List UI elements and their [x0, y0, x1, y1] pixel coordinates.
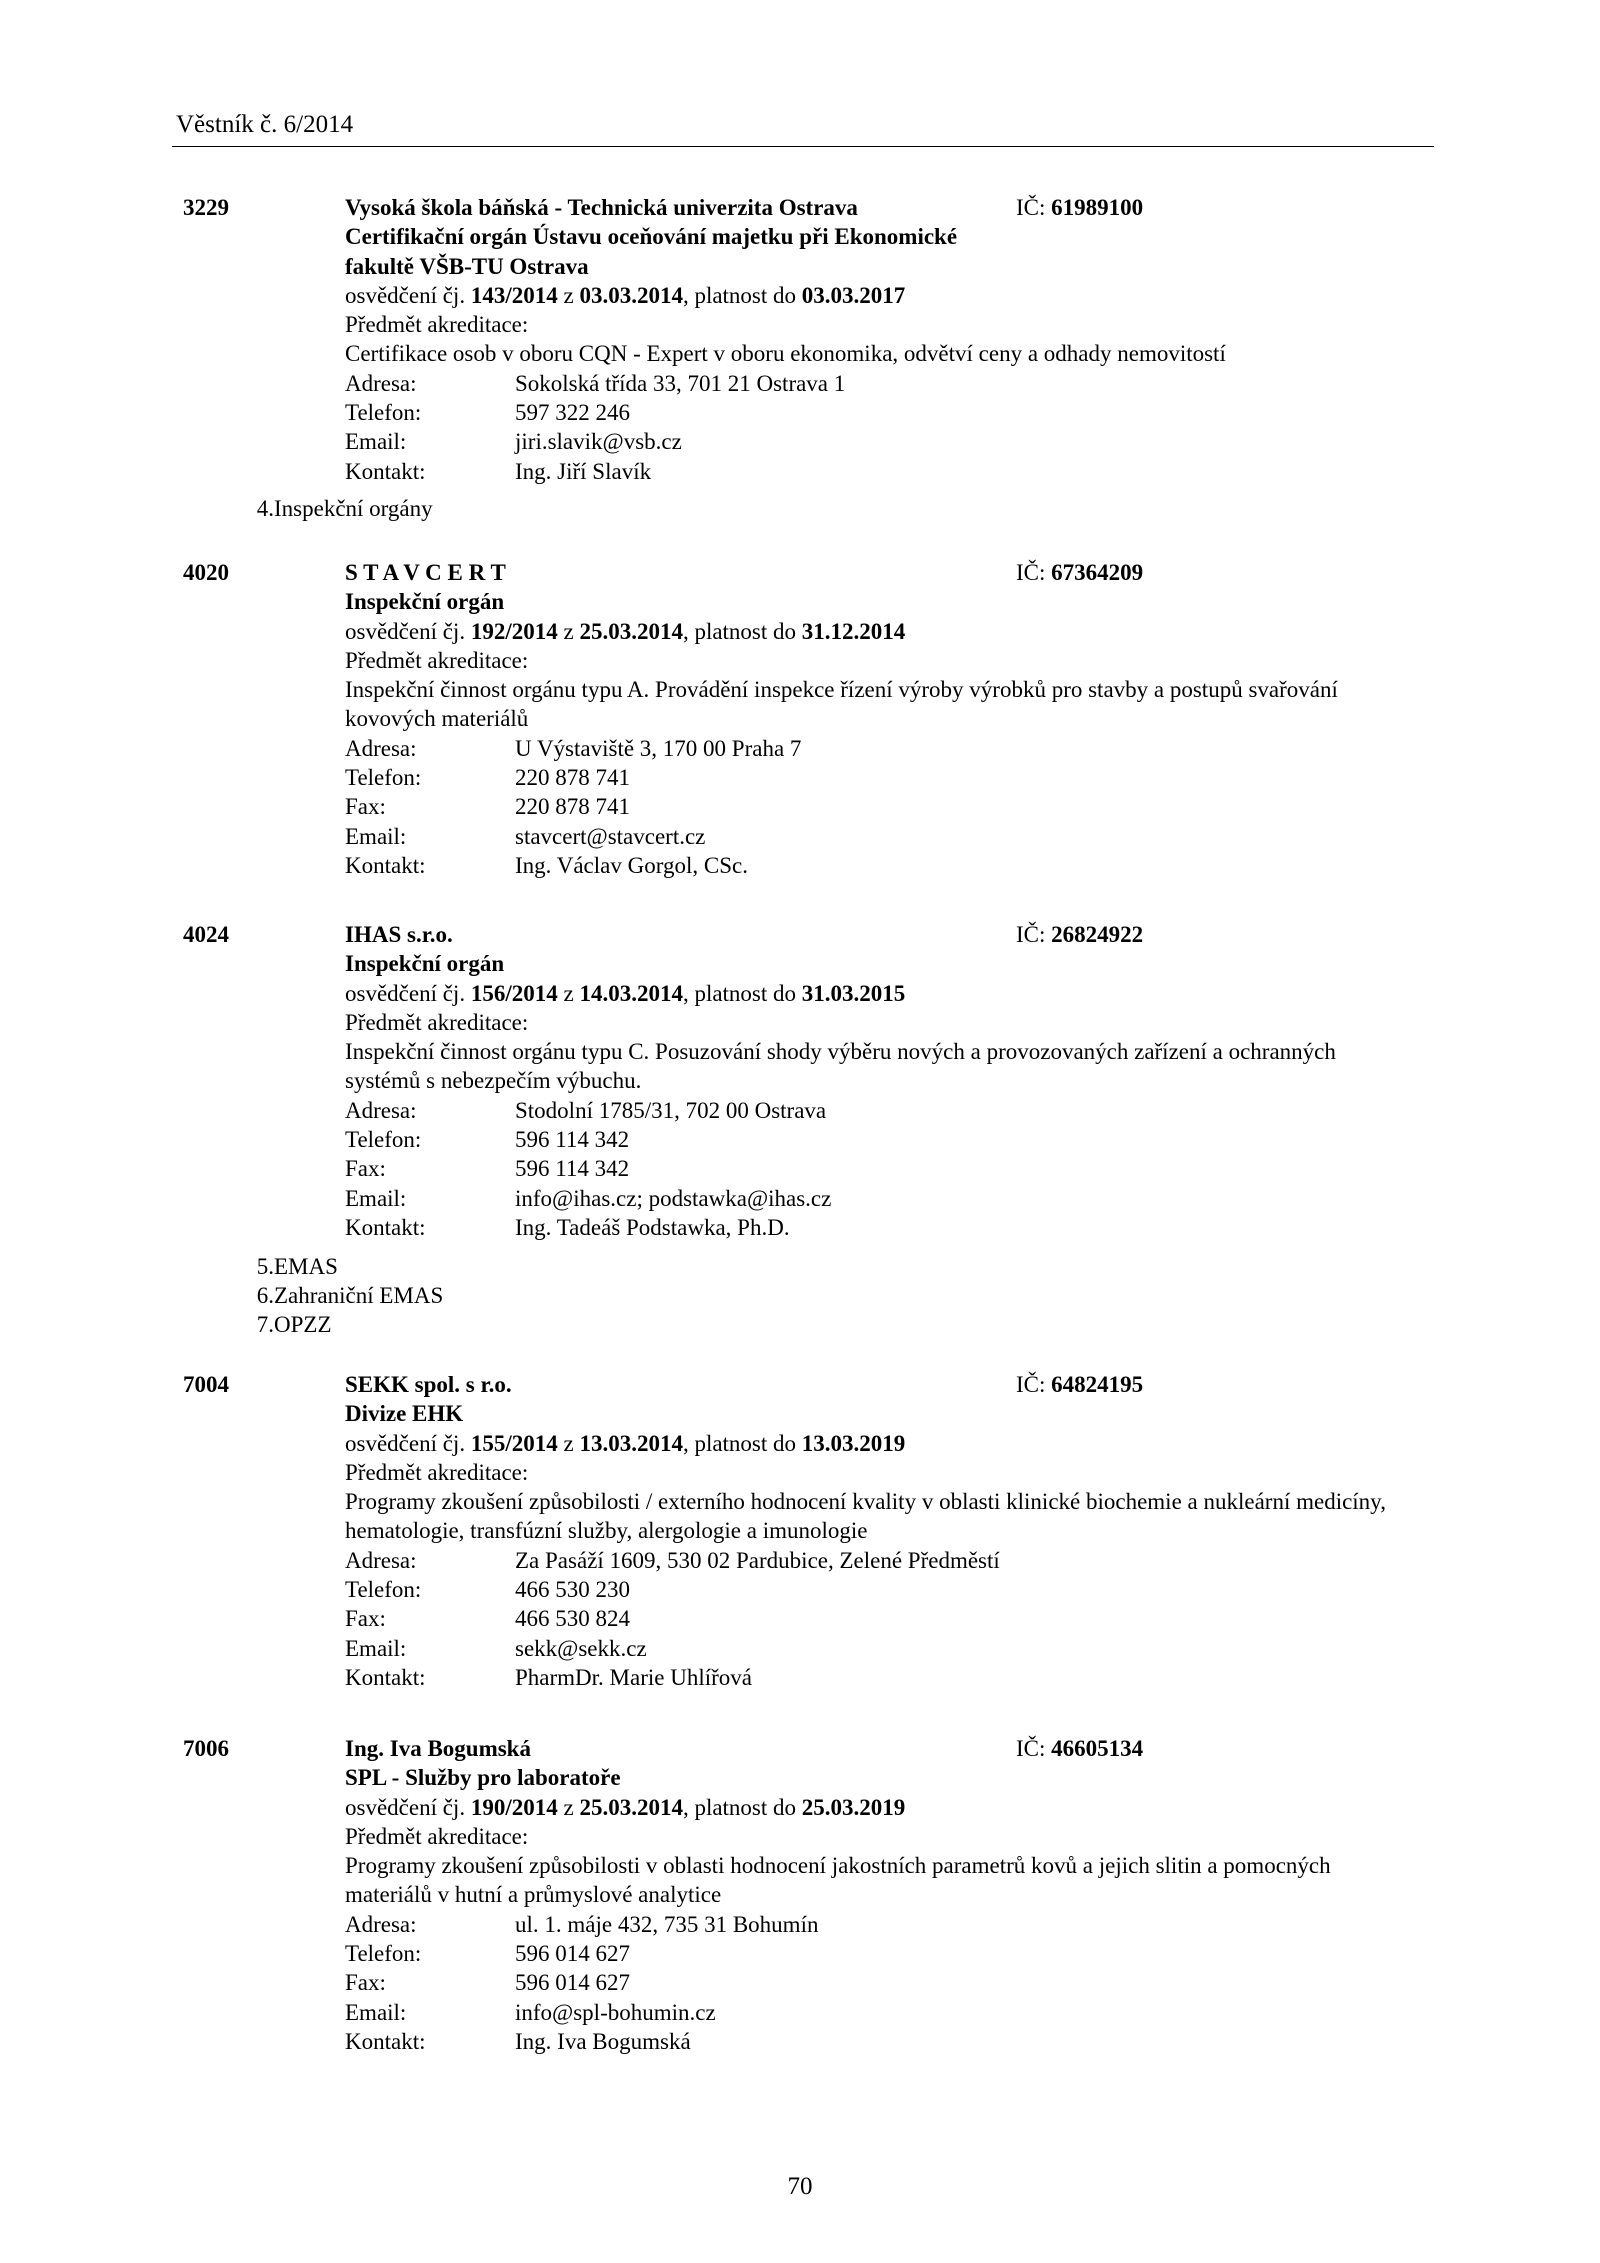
email-row: Email: info@ihas.cz; podstawka@ihas.cz: [345, 1185, 832, 1211]
phone-row: Telefon: 596 014 627: [345, 1941, 630, 1967]
header-rule: [172, 146, 1434, 147]
phone-row: Telefon: 597 322 246: [345, 400, 630, 426]
phone-row: Telefon: 466 530 230: [345, 1577, 630, 1603]
section-heading: 4. Inspekční orgány: [256, 496, 433, 521]
section-heading: 5. EMAS: [256, 1254, 338, 1279]
section-heading: 7. OPZZ: [256, 1312, 332, 1337]
fax-row: Fax: 220 878 741: [345, 794, 630, 820]
address-row: Adresa: Sokolská třída 33, 701 21 Ostrava 1: [345, 370, 846, 396]
entry-certificate: osvědčení čj. 155/2014 z 13.03.2014, platnost do 13.03.2019: [345, 1430, 906, 1456]
subject-label: Předmět akreditace:: [345, 647, 529, 673]
contact-row: Kontakt: Ing. Jiří Slavík: [345, 458, 652, 484]
entry-subject: Inspekční činnost orgánu typu C. Posuzování shody výběru nových a provozovaných zařízení a ochranných systémů s nebezpečím výbuchu.: [345, 1039, 1336, 1094]
entry-name-line: Inspekční orgán: [345, 951, 505, 977]
entry-name-line: SEKK spol. s r.o.: [345, 1372, 512, 1397]
fax-row: Fax: 596 114 342: [345, 1156, 630, 1182]
entry-code: 7006: [183, 1736, 229, 1761]
page-number: 70: [787, 2173, 813, 2200]
phone-row: Telefon: 220 878 741: [345, 765, 630, 791]
entry-code: 4020: [183, 560, 229, 585]
subject-label: Předmět akreditace:: [345, 1009, 529, 1035]
section-heading: 6. Zahraniční EMAS: [256, 1283, 444, 1308]
address-row: Adresa: Za Pasáží 1609, 530 02 Pardubice, Zelené Předměstí: [345, 1547, 1000, 1573]
entry-code: 7004: [183, 1372, 229, 1397]
phone-row: Telefon: 596 114 342: [345, 1127, 630, 1153]
page-header-title: Věstník č. 6/2014: [176, 111, 354, 138]
entry-name-line: fakultě VŠB-TU Ostrava: [345, 253, 589, 279]
fax-row: Fax: 466 530 824: [345, 1606, 630, 1632]
entry-ic: IČ: 46605134: [1016, 1736, 1144, 1761]
entry-subject: Certifikace osob v oboru CQN - Expert v oboru ekonomika, odvětví ceny a odhady nemovitostí: [345, 341, 1226, 367]
subject-label: Předmět akreditace:: [345, 1459, 529, 1485]
entry-ic: IČ: 64824195: [1016, 1372, 1144, 1397]
entry-ic: IČ: 26824922: [1016, 922, 1144, 947]
contact-row: Kontakt: Ing. Iva Bogumská: [345, 2028, 691, 2054]
subject-label: Předmět akreditace:: [345, 312, 529, 338]
entry-code: 4024: [183, 922, 229, 947]
entry-certificate: osvědčení čj. 190/2014 z 25.03.2014, platnost do 25.03.2019: [345, 1794, 906, 1820]
address-row: Adresa: ul. 1. máje 432, 735 31 Bohumín: [345, 1911, 819, 1937]
entry-name-line: Inspekční orgán: [345, 589, 505, 615]
entry-certificate: osvědčení čj. 192/2014 z 25.03.2014, platnost do 31.12.2014: [345, 618, 906, 644]
entry-name-line: S T A V C E R T: [345, 560, 506, 585]
entry-name-line: Vysoká škola báňská - Technická univerzita Ostrava: [345, 195, 858, 220]
email-row: Email: info@spl-bohumin.cz: [345, 1999, 716, 2025]
entry-certificate: osvědčení čj. 156/2014 z 14.03.2014, platnost do 31.03.2015: [345, 980, 906, 1006]
address-row: Adresa: Stodolní 1785/31, 702 00 Ostrava: [345, 1097, 827, 1123]
entry-subject: Inspekční činnost orgánu typu A. Provádění inspekce řízení výroby výrobků pro stavby a postupů svařování kovových materiálů: [345, 677, 1338, 732]
entry-subject: Programy zkoušení způsobilosti / externího hodnocení kvality v oblasti klinické biochemie a nukleární medicíny, hematologie, transfúzní služby, alergologie a imunologie: [345, 1489, 1386, 1544]
entry-name-line: IHAS s.r.o.: [345, 922, 453, 947]
entry-name-line: Ing. Iva Bogumská: [345, 1736, 531, 1761]
contact-row: Kontakt: Ing. Václav Gorgol, CSc.: [345, 852, 748, 878]
entry-name-line: Divize EHK: [345, 1401, 464, 1427]
entry-subject: Programy zkoušení způsobilosti v oblasti hodnocení jakostních parametrů kovů a jejich slitin a pomocných materiálů v hutní a průmyslové analytice: [345, 1853, 1331, 1908]
email-row: Email: stavcert@stavcert.cz: [345, 823, 706, 849]
entry-ic: IČ: 67364209: [1016, 560, 1144, 585]
email-row: Email: sekk@sekk.cz: [345, 1635, 647, 1661]
entry-name-line: SPL - Služby pro laboratoře: [345, 1765, 621, 1791]
subject-label: Předmět akreditace:: [345, 1823, 529, 1849]
email-row: Email: jiri.slavik@vsb.cz: [345, 429, 682, 455]
entry-code: 3229: [183, 195, 229, 220]
contact-row: Kontakt: PharmDr. Marie Uhlířová: [345, 1664, 752, 1690]
entry-ic: IČ: 61989100: [1016, 195, 1144, 220]
contact-row: Kontakt: Ing. Tadeáš Podstawka, Ph.D.: [345, 1214, 790, 1240]
fax-row: Fax: 596 014 627: [345, 1970, 630, 1996]
entry-certificate: osvědčení čj. 143/2014 z 03.03.2014, platnost do 03.03.2017: [345, 282, 906, 308]
entry-name-line: Certifikační orgán Ústavu oceňování majetku při Ekonomické: [345, 224, 958, 250]
address-row: Adresa: U Výstaviště 3, 170 00 Praha 7: [345, 735, 802, 761]
